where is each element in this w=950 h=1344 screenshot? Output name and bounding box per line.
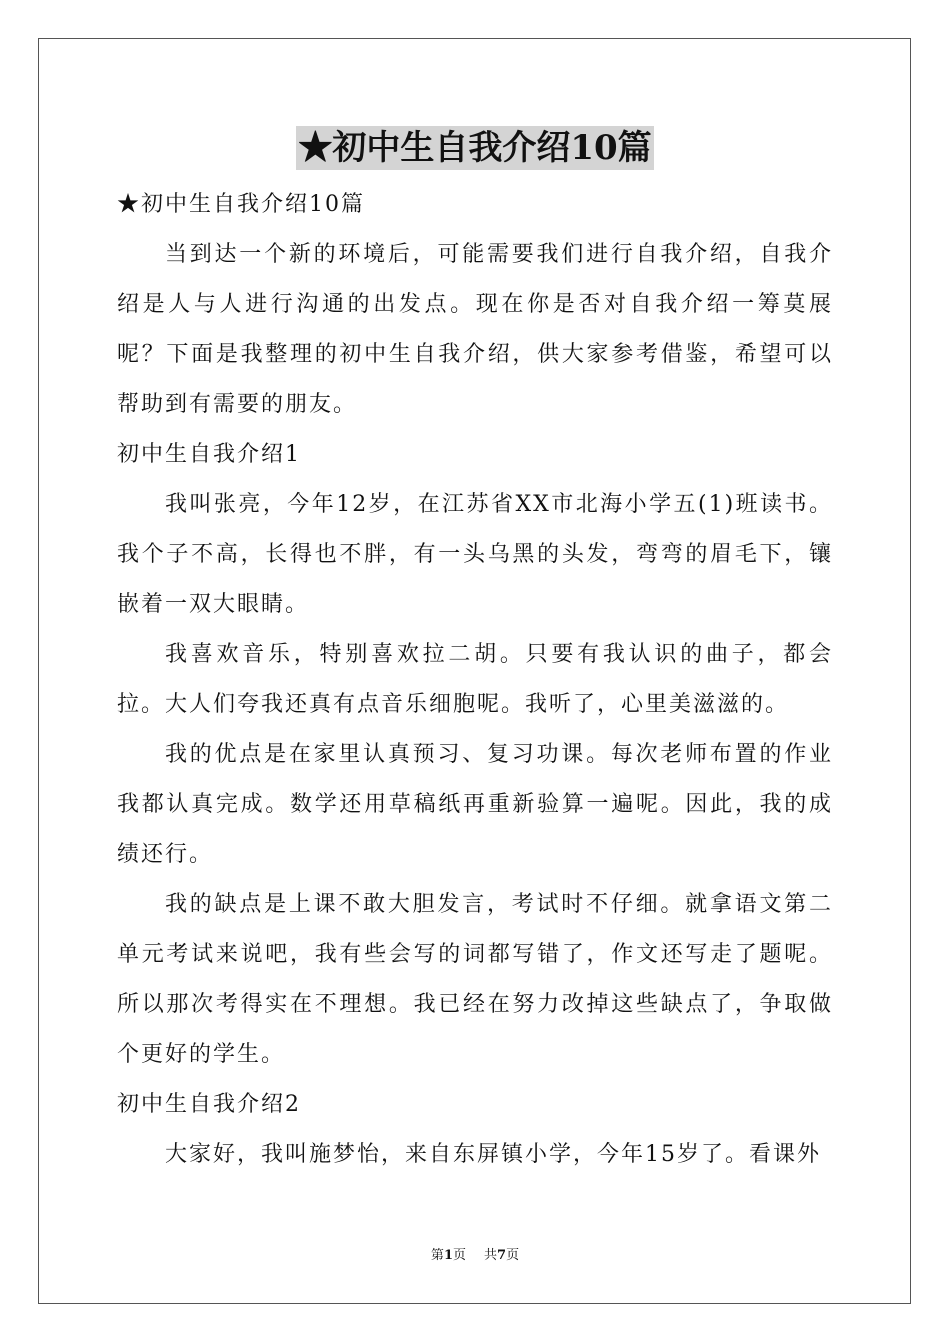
- page-suffix: 页: [452, 1248, 466, 1263]
- total-suffix: 页: [506, 1248, 520, 1263]
- page-footer: [0, 1247, 950, 1265]
- page-current: 1: [443, 1248, 453, 1263]
- body-paragraph: 我喜欢音乐，特别喜欢拉二胡。只要有我认识的曲子，都会拉。大人们夸我还真有点音乐细胞呢。我听了，心里美滋滋的。: [117, 642, 833, 717]
- document-body: [117, 180, 833, 1180]
- body-paragraph: 我的优点是在家里认真预习、复习功课。每次老师布置的作业我都认真完成。数学还用草稿纸再重新验算一遍呢。因此，我的成绩还行。: [117, 742, 833, 867]
- document-title: ★初中生自我介绍10篇: [298, 128, 652, 168]
- page-total: 7: [497, 1248, 507, 1263]
- subtitle-line: ★初中生自我介绍10篇: [117, 192, 365, 217]
- section-heading-2: 初中生自我介绍2: [117, 1092, 301, 1117]
- title-container: [0, 126, 950, 170]
- page-prefix: 第: [430, 1248, 444, 1263]
- section-heading-1: 初中生自我介绍1: [117, 442, 301, 467]
- intro-paragraph: 当到达一个新的环境后，可能需要我们进行自我介绍，自我介绍是人与人进行沟通的出发点。现在你是否对自我介绍一筹莫展呢？下面是我整理的初中生自我介绍，供大家参考借鉴，希望可以帮助到有需要的朋友。: [117, 242, 833, 417]
- body-paragraph: 我的缺点是上课不敢大胆发言，考试时不仔细。就拿语文第二单元考试来说吧，我有些会写的词都写错了，作文还写走了题呢。所以那次考得实在不理想。我已经在努力改掉这些缺点了，争取做个更好的学生。: [117, 892, 833, 1067]
- body-paragraph: 我叫张亮，今年12岁，在江苏省XX市北海小学五(1)班读书。我个子不高，长得也不胖，有一头乌黑的头发，弯弯的眉毛下，镶嵌着一双大眼睛。: [117, 492, 833, 617]
- total-prefix: 共: [484, 1248, 498, 1263]
- body-paragraph: 大家好，我叫施梦怡，来自东屏镇小学，今年15岁了。看课外: [165, 1142, 821, 1167]
